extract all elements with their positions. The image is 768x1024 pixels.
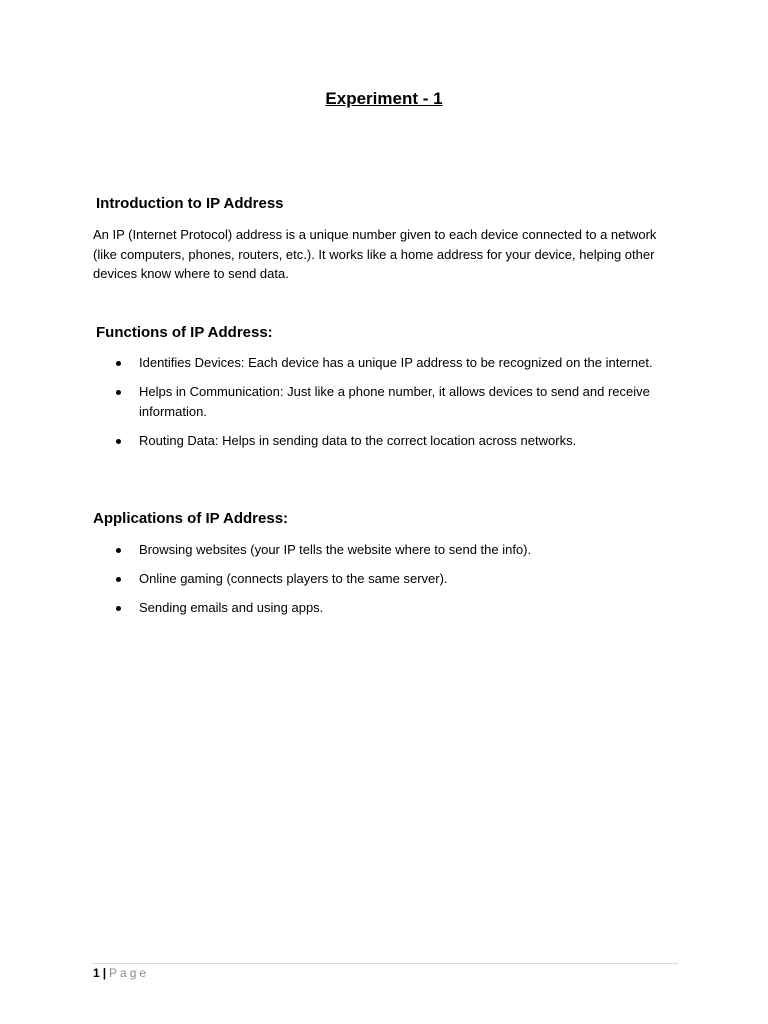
bullet-icon: [116, 361, 121, 366]
bullet-icon: [116, 577, 121, 582]
footer-separator: |: [102, 966, 107, 980]
list-item: [113, 598, 673, 618]
functions-list: [113, 353, 673, 460]
list-item-text: Browsing websites (your IP tells the website where to send the info).: [139, 542, 532, 557]
bullet-icon: [116, 390, 121, 395]
list-item-text: Sending emails and using apps.: [139, 600, 324, 615]
list-item-text: Online gaming (connects players to the same server).: [139, 571, 448, 586]
intro-paragraph: An IP (Internet Protocol) address is a unique number given to each device connected to a network (like computers, phones, routers, etc.). It works like a home address for your device, helping other devices know where to send data.: [93, 227, 657, 281]
list-item-text: Identifies Devices: Each device has a unique IP address to be recognized on the internet.: [139, 355, 653, 370]
intro-heading: Introduction to IP Address: [96, 195, 284, 212]
list-item: [113, 431, 673, 451]
list-item: [113, 382, 673, 421]
list-item-text: Routing Data: Helps in sending data to the correct location across networks.: [139, 432, 577, 448]
list-item: [113, 540, 673, 560]
functions-heading: Functions of IP Address:: [96, 324, 273, 341]
applications-heading: Applications of IP Address:: [93, 510, 289, 527]
bullet-icon: [116, 606, 121, 611]
footer-divider: [93, 963, 678, 964]
list-item: [113, 353, 673, 373]
applications-list: [113, 540, 673, 627]
bullet-icon: [116, 548, 121, 553]
list-item-text: Helps in Communication: Just like a phone number, it allows devices to send and receive information.: [139, 384, 650, 419]
page-label: Page: [109, 966, 150, 980]
page-footer: [93, 965, 149, 981]
bullet-icon: [116, 439, 121, 444]
list-item: [113, 569, 673, 589]
page-number: 1: [93, 966, 100, 980]
page-title: Experiment - 1: [325, 89, 443, 108]
